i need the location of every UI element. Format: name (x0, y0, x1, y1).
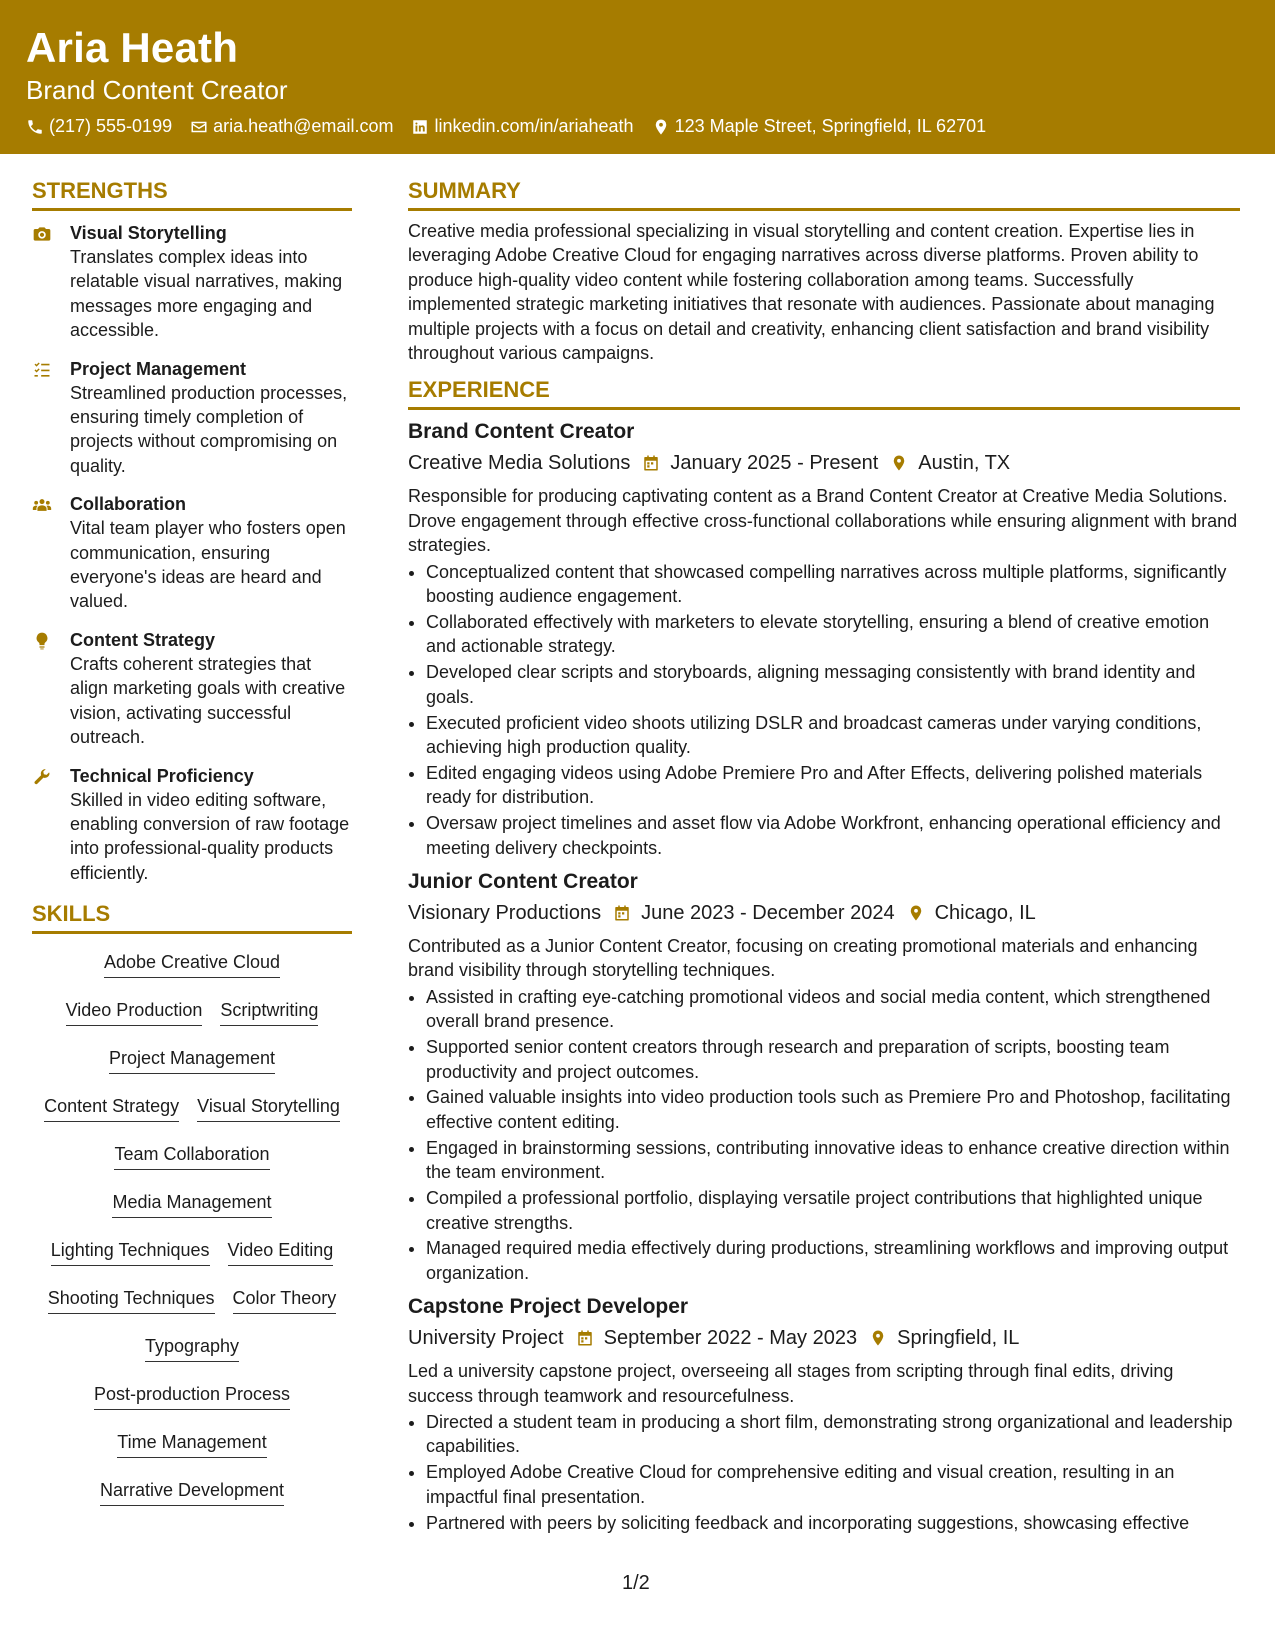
calendar-icon (613, 904, 631, 922)
list-item: • Developed clear scripts and storyboards, aligning messaging consistently with brand identity and goals. (426, 660, 1240, 709)
job-title: Junior Content Creator (408, 870, 638, 894)
job-title: Capstone Project Developer (408, 1295, 689, 1319)
strength-item (32, 221, 352, 343)
job-meta (408, 898, 1240, 928)
strength-title: Visual Storytelling (70, 223, 227, 243)
job-dates: June 2023 - December 2024 (641, 902, 895, 925)
map-pin-icon (890, 454, 908, 472)
skill-tag: Lighting Techniques (51, 1234, 210, 1266)
list-item: • Collaborated effectively with marketers to elevate storytelling, ensuring a blend of creative emotion and actionable strategy. (426, 610, 1240, 659)
right-column (408, 178, 1240, 1537)
skill-tag: Post-production Process (94, 1378, 290, 1410)
left-column (32, 178, 352, 1516)
skills-list (32, 940, 352, 1516)
map-pin-icon (652, 118, 670, 136)
job-bullets (408, 985, 1240, 1285)
job-description: Responsible for producing captivating content as a Brand Content Creator at Creative Media Solutions. Drove engagement through effective cross-functional collaborations while ensuring alignment with brand strategies. (408, 486, 1238, 556)
job-dates: September 2022 - May 2023 (603, 1327, 858, 1350)
job-company: University Project (408, 1327, 564, 1350)
job-dates: January 2025 - Present (670, 452, 879, 475)
list-item: • Gained valuable insights into video production tools such as Premiere Pro and Photoshop, facilitating effective content editing. (426, 1085, 1240, 1134)
strength-desc: Translates complex ideas into relatable visual narratives, making messages more engaging and accessible. (70, 247, 343, 341)
strength-title: Project Management (70, 358, 247, 379)
list-item: • Assisted in crafting eye-catching promotional videos and social media content, which strengthened overall brand presence. (426, 985, 1240, 1034)
job-entry (408, 418, 1240, 860)
strengths-title: STRENGTHS (32, 178, 352, 211)
job-description: Contributed as a Junior Content Creator, focusing on creating promotional materials and enhancing brand visibility through storytelling techniques. (408, 936, 1198, 981)
contact-linkedin-text: linkedin.com/in/ariaheath (434, 116, 634, 136)
job-description: Led a university capstone project, overseeing all stages from scripting through final edits, driving success through teamwork and resourcefulness. (408, 1361, 1174, 1406)
contact-address-text: 123 Maple Street, Springfield, IL 62701 (674, 116, 987, 136)
skill-tag: Video Production (66, 994, 203, 1026)
strengths-list (32, 221, 352, 885)
skill-tag: Time Management (117, 1426, 266, 1458)
contact-email[interactable] (190, 116, 393, 137)
linkedin-icon (411, 118, 429, 136)
job-bullets (408, 1410, 1240, 1535)
camera-icon (32, 224, 52, 244)
skill-tag: Narrative Development (100, 1474, 284, 1506)
list-item: • Compiled a professional portfolio, displaying versatile project contributions that highlighted unique creative strengths. (426, 1186, 1240, 1235)
skill-tag: Adobe Creative Cloud (104, 946, 280, 978)
list-item: • Supported senior content creators through research and preparation of scripts, boosting team productivity and project outcomes. (426, 1035, 1240, 1084)
strength-title: Collaboration (70, 494, 186, 515)
skill-tag: Typography (145, 1330, 239, 1362)
job-company: Visionary Productions (408, 902, 602, 925)
skills-title: SKILLS (32, 901, 352, 934)
lightbulb-icon (32, 631, 52, 651)
job-meta (408, 1323, 1240, 1353)
map-pin-icon (907, 904, 925, 922)
skill-tag: Project Management (109, 1042, 275, 1074)
list-item: • Employed Adobe Creative Cloud for comprehensive editing and visual creation, resulting in an impactful final presentation. (426, 1460, 1240, 1509)
calendar-icon (642, 454, 660, 472)
strength-item (32, 492, 352, 614)
contact-email-text: aria.heath@email.com (213, 116, 394, 136)
skill-tag: Scriptwriting (220, 994, 318, 1026)
strength-desc: Skilled in video editing software, enabling conversion of raw footage into professional-quality products efficiently. (70, 789, 350, 883)
resume-header (0, 0, 1275, 154)
contact-address (652, 116, 987, 137)
checklist-icon (32, 360, 52, 380)
list-item: • Partnered with peers by soliciting feedback and incorporating suggestions, showcasing effective (426, 1511, 1240, 1535)
calendar-icon (576, 1329, 594, 1347)
contact-phone-text: (217) 555-0199 (49, 116, 173, 136)
contact-linkedin[interactable] (411, 116, 633, 137)
strength-desc: Streamlined production processes, ensuring timely completion of projects without compromising on quality. (70, 382, 348, 476)
job-location: Chicago, IL (934, 902, 1036, 925)
summary-title: SUMMARY (408, 178, 1240, 211)
candidate-role: Brand Content Creator (26, 75, 288, 105)
list-item: • Executed proficient video shoots utilizing DSLR and broadcast cameras under varying conditions, achieving high production quality. (426, 711, 1240, 760)
list-item: • Edited engaging videos using Adobe Premiere Pro and After Effects, delivering polished materials ready for distribution. (426, 761, 1240, 810)
users-icon (32, 495, 52, 515)
job-meta (408, 448, 1240, 478)
phone-icon (26, 118, 44, 136)
job-title: Brand Content Creator (408, 420, 635, 444)
envelope-icon (190, 118, 208, 136)
skill-tag: Video Editing (228, 1234, 334, 1266)
job-location: Springfield, IL (897, 1327, 1020, 1350)
list-item: • Managed required media effectively during productions, streamlining workflows and improving output organization. (426, 1236, 1240, 1285)
contact-phone[interactable] (26, 116, 172, 137)
skill-tag: Media Management (112, 1186, 271, 1218)
job-entry (408, 1293, 1240, 1535)
strength-title: Content Strategy (70, 629, 216, 650)
strength-item (32, 357, 352, 479)
list-item: • Oversaw project timelines and asset flow via Adobe Workfront, enhancing operational efficiency and meeting delivery checkpoints. (426, 811, 1240, 860)
strength-desc: Vital team player who fosters open communication, ensuring everyone's ideas are heard and valued. (70, 518, 346, 612)
strength-title: Technical Proficiency (70, 765, 254, 786)
list-item: • Engaged in brainstorming sessions, contributing innovative ideas to enhance creative direction within the team environment. (426, 1136, 1240, 1185)
skill-tag: Content Strategy (44, 1090, 179, 1122)
strength-item (32, 628, 352, 750)
skill-tag: Color Theory (233, 1282, 337, 1314)
contact-bar (26, 116, 1004, 137)
experience-title: EXPERIENCE (408, 377, 1240, 410)
wrench-icon (32, 767, 52, 787)
job-entry (408, 868, 1240, 1285)
candidate-name: Aria Heath (26, 24, 239, 71)
job-company: Creative Media Solutions (408, 452, 631, 475)
list-item: • Directed a student team in producing a short film, demonstrating strong organizational and leadership capabilities. (426, 1410, 1240, 1459)
job-location: Austin, TX (918, 452, 1011, 475)
list-item: • Conceptualized content that showcased compelling narratives across multiple platforms, significantly boosting audience engagement. (426, 560, 1240, 609)
skill-tag: Shooting Techniques (48, 1282, 215, 1314)
strength-desc: Crafts coherent strategies that align marketing goals with creative vision, activating successful outreach. (70, 653, 346, 748)
map-pin-icon (869, 1329, 887, 1347)
skill-tag: Team Collaboration (114, 1138, 269, 1170)
summary-text: Creative media professional specializing in visual storytelling and content creation. Expertise lies in leveraging Adobe Creative Cloud for engaging narratives across diverse platforms. Proven ability to produce high-quality video content while fostering collaboration among teams. Successfully implemented strategic marketing initiatives that resonate with audiences. Passionate about managing multiple projects with a focus on detail and creativity, enhancing client satisfaction and brand visibility throughout various campaigns. (408, 221, 1215, 364)
strength-item (32, 764, 352, 886)
skill-tag: Visual Storytelling (197, 1090, 340, 1122)
page-number: 1/2 (622, 1572, 650, 1594)
job-bullets (408, 560, 1240, 860)
